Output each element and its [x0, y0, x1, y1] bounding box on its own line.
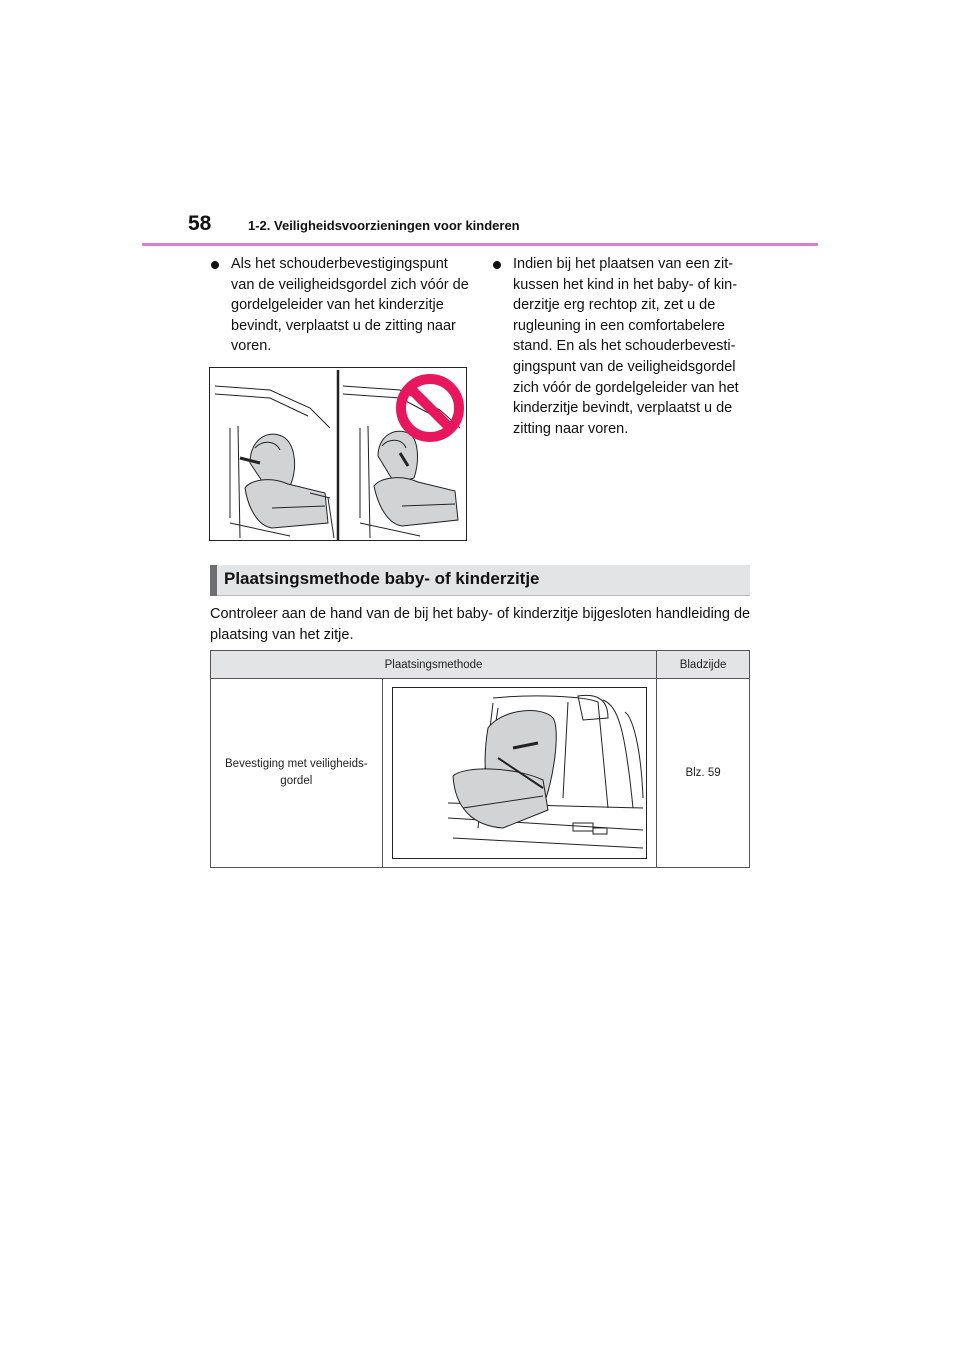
section-heading: [210, 565, 750, 596]
table-header-method: Plaatsingsmethode: [211, 651, 657, 679]
bullet-item-left: [211, 254, 473, 357]
method-cell: [211, 679, 383, 868]
page-number: 58: [188, 212, 212, 235]
bullet-text: Als het schouderbevestigingspunt van de veiligheidsgordel zich vóór de gordelgeleider van het kinderzitje bevindt, verplaatst u de zitting naar voren.: [231, 256, 469, 355]
section-title: Plaatsingsmethode baby- of kinderzitje: [224, 569, 540, 588]
table-header-page: Bladzijde: [657, 651, 750, 679]
seat-position-illustration: [209, 367, 467, 541]
bullet-icon: [493, 261, 501, 269]
method-name: Bevestiging met veiligheids-gordel: [225, 758, 368, 787]
car-seat-drawing: [210, 368, 466, 540]
bullet-text: Indien bij het plaatsen van een zit-kussen het kind in het baby- of kin-derzitje erg rechtop zit, zet u de rugleuning in een comfortabelere stand. En als het schouderbevesti-gingspunt van de veiligheidsgordel zich vóór de gordelgeleider van het kinderzitje bevindt, verplaatst u de zitting naar voren.: [513, 256, 739, 437]
child-seat-drawing: [393, 688, 646, 858]
running-header: 1-2. Veiligheidsvoorzieningen voor kinderen: [248, 218, 520, 233]
seatbelt-installation-illustration: [392, 687, 647, 859]
section-intro: Controleer aan de hand van de bij het baby- of kinderzitje bijgesloten handleiding de plaatsing van het zitje.: [210, 606, 751, 643]
method-illustration-cell: [382, 679, 657, 868]
bullet-item-right: [493, 254, 755, 439]
bullet-icon: [211, 261, 219, 269]
table-row: [211, 679, 750, 868]
table-header-row: [211, 651, 750, 679]
page-cell: Blz. 59: [657, 679, 750, 868]
header-rule: [142, 243, 818, 246]
prohibition-icon: [401, 379, 459, 437]
section-accent: [210, 565, 217, 596]
installation-method-table: [210, 650, 750, 868]
